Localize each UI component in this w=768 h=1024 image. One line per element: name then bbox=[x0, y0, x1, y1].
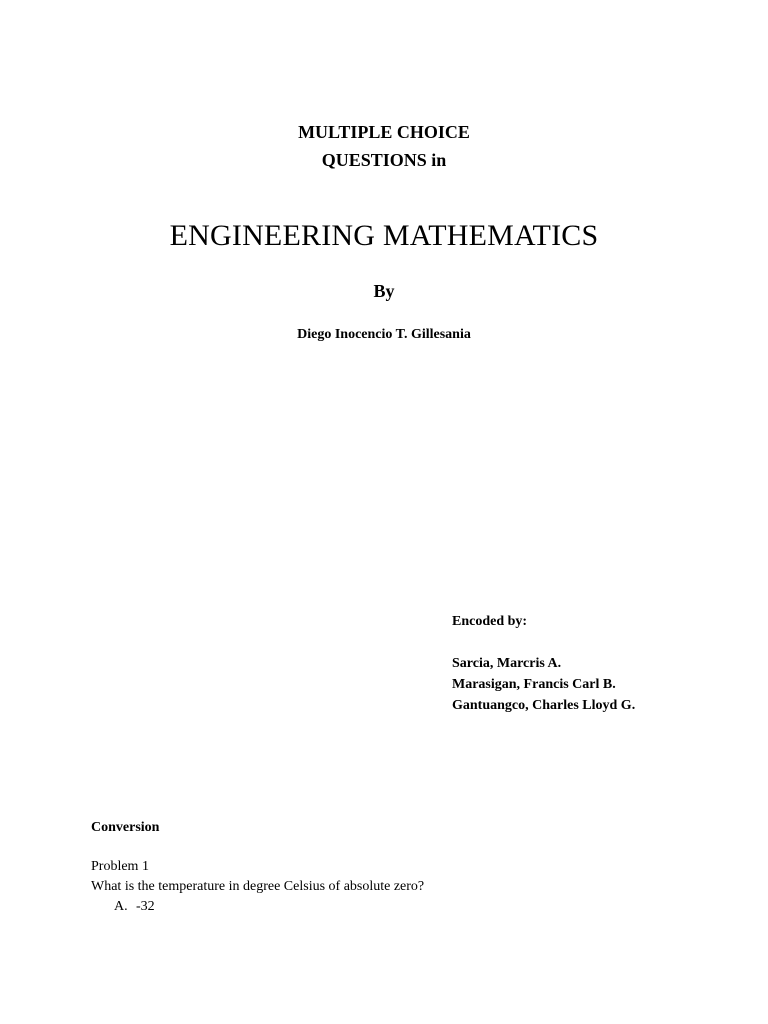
answer-option bbox=[91, 897, 424, 917]
option-letter: A. bbox=[114, 899, 128, 914]
problem-block bbox=[91, 857, 424, 917]
problem-number: Problem 1 bbox=[91, 859, 149, 874]
encoded-by-label: Encoded by: bbox=[452, 614, 528, 629]
option-text: -32 bbox=[136, 899, 155, 914]
main-title: ENGINEERING MATHEMATICS bbox=[169, 219, 599, 252]
title-block bbox=[0, 118, 768, 174]
by-label: By bbox=[373, 281, 395, 301]
title-line-1: MULTIPLE CHOICE bbox=[298, 122, 470, 142]
problem-question: What is the temperature in degree Celsius of absolute zero? bbox=[91, 879, 425, 894]
encoder-name: Marasigan, Francis Carl B. bbox=[452, 677, 616, 692]
title-line-2: QUESTIONS in bbox=[321, 150, 447, 170]
encoder-name: Gantuangco, Charles Lloyd G. bbox=[452, 698, 636, 713]
section-heading: Conversion bbox=[91, 820, 160, 835]
encoded-by-block bbox=[452, 612, 635, 716]
encoder-name: Sarcia, Marcris A. bbox=[452, 656, 562, 671]
author-name: Diego Inocencio T. Gillesania bbox=[297, 327, 471, 342]
